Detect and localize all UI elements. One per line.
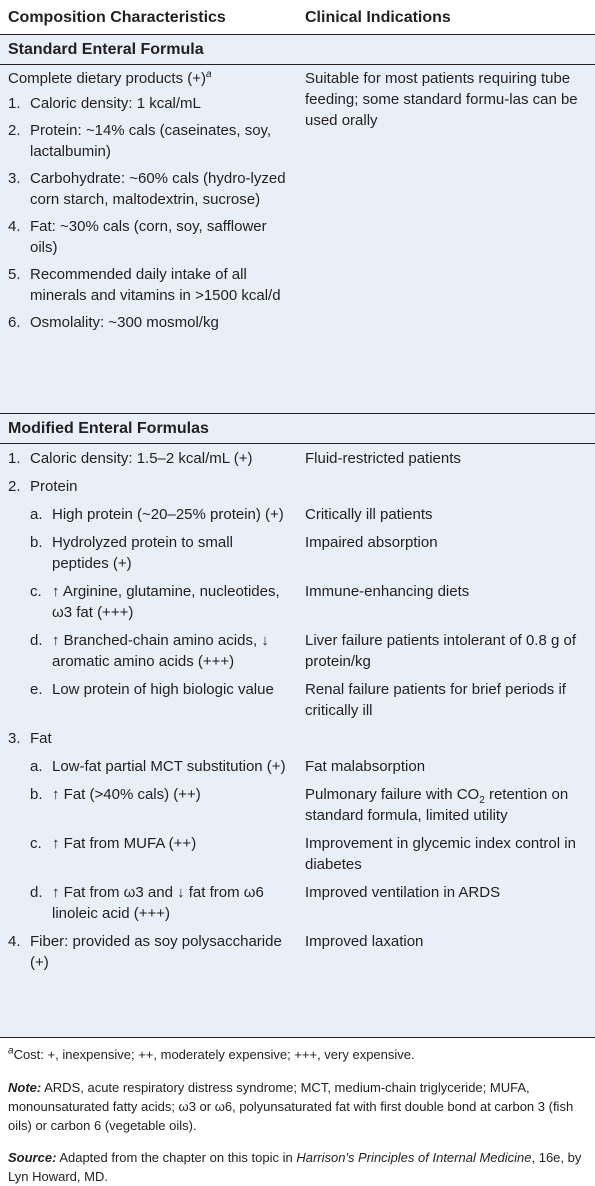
section-title-modified: Modified Enteral Formulas xyxy=(0,414,595,444)
table-header xyxy=(0,0,595,35)
table-row: 4. Fiber: provided as soy polysaccharide (+) Improved laxation xyxy=(0,931,595,973)
table-row: b. Hydrolyzed protein to small peptides (+) Impaired absorption xyxy=(0,532,595,574)
table-row: a. Low-fat partial MCT substitution (+) Fat malabsorption xyxy=(0,756,595,777)
composition-cell xyxy=(0,68,297,333)
standard-intro: Complete dietary products $(+)^a$ xyxy=(8,69,212,87)
section-title-standard: Standard Enteral Formula xyxy=(0,35,595,65)
table-row: b. ↑ Fat (>40% cals) (++) Pulmonary failure with $CO_2$ retention on standard formula, limited utility xyxy=(0,784,595,826)
indication-cell: Liver failure patients intolerant of 0.8 g of protein/kg xyxy=(305,632,576,670)
table-row: c. ↑ Fat from MUFA (++) Improvement in glycemic index control in diabetes xyxy=(0,833,595,875)
column-header-indications: Clinical Indications xyxy=(305,8,451,26)
list-item: 2. Protein: ~14% cals (caseinates, soy, lactalbumin) xyxy=(8,122,272,160)
table-row: e. Low protein of high biologic value Renal failure patients for brief periods if critically ill xyxy=(0,679,595,721)
indication-cell: Renal failure patients for brief periods if critically ill xyxy=(305,681,566,719)
source-footnote: Source: Adapted from the chapter on this topic in Harrison's Principles of Internal Medicine, 16e, by Lyn Howard, MD. xyxy=(8,1150,582,1184)
footnote-marker: a xyxy=(206,69,212,80)
table-row: a. High protein (~20–25% protein) (+) Critically ill patients xyxy=(0,504,595,525)
indication-cell: Pulmonary failure with $CO_2$ retention on standard formula, limited utility xyxy=(305,786,569,824)
table-row: 2. Protein xyxy=(8,478,78,495)
list-item: 1. Caloric density: 1 kcal/mL xyxy=(8,95,201,112)
cost-footnote: $^a$Cost: +, inexpensive; ++, moderately expensive; +++, very expensive. xyxy=(8,1045,415,1062)
table-row: d. ↑ Fat from ω3 and ↓ fat from ω6 linoleic acid (+++) Improved ventilation in ARDS xyxy=(0,882,595,924)
indication-cell: Fat malabsorption xyxy=(305,758,426,775)
indication-cell: Improvement in glycemic index control in diabetes xyxy=(305,835,576,873)
table-row: 3. Fat xyxy=(8,730,52,747)
list-item: 4. Fat: ~30% cals (corn, soy, safflower oils) xyxy=(8,218,267,256)
table-row: d. ↑ Branched-chain amino acids, ↓ aromatic amino acids (+++) Liver failure patients intolerant of 0.8 g of protein/kg xyxy=(0,630,595,672)
modified-section xyxy=(0,444,595,1038)
table-row: c. ↑ Arginine, glutamine, nucleotides, ω3 fat (+++) Immune-enhancing diets xyxy=(0,581,595,623)
list-item: 5. Recommended daily intake of all minerals and vitamins in >1500 kcal/d xyxy=(8,266,281,304)
indication-cell: Critically ill patients xyxy=(305,506,433,523)
list-item: 3. Carbohydrate: ~60% cals (hydro-lyzed corn starch, maltodextrin, sucrose) xyxy=(8,170,286,208)
indication-cell: Suitable for most patients requiring tube feeding; some standard formu-las can be used orally xyxy=(305,70,578,129)
table-row: 1. Caloric density: 1.5–2 kcal/mL (+) Fluid-restricted patients xyxy=(0,448,595,469)
note-footnote: Note: ARDS, acute respiratory distress syndrome; MCT, medium-chain triglyceride; MUFA, monounsaturated fatty acids; ω3 or ω6, polyunsaturated fat with first double bond at carbon 3 (fish oils) or carbon 6 (vegetable oils). xyxy=(8,1080,574,1133)
list-item: 6. Osmolality: ~300 mosmol/kg xyxy=(8,314,219,331)
table-footnotes xyxy=(0,1045,595,1186)
indication-cell: Fluid-restricted patients xyxy=(305,450,461,467)
standard-section xyxy=(0,65,595,414)
column-header-composition: Composition Characteristics xyxy=(8,8,226,26)
indication-cell: Immune-enhancing diets xyxy=(305,583,470,600)
indication-cell: Improved laxation xyxy=(305,933,424,950)
indication-cell: Improved ventilation in ARDS xyxy=(305,884,501,901)
indication-cell: Impaired absorption xyxy=(305,534,438,551)
table-row xyxy=(0,68,595,333)
